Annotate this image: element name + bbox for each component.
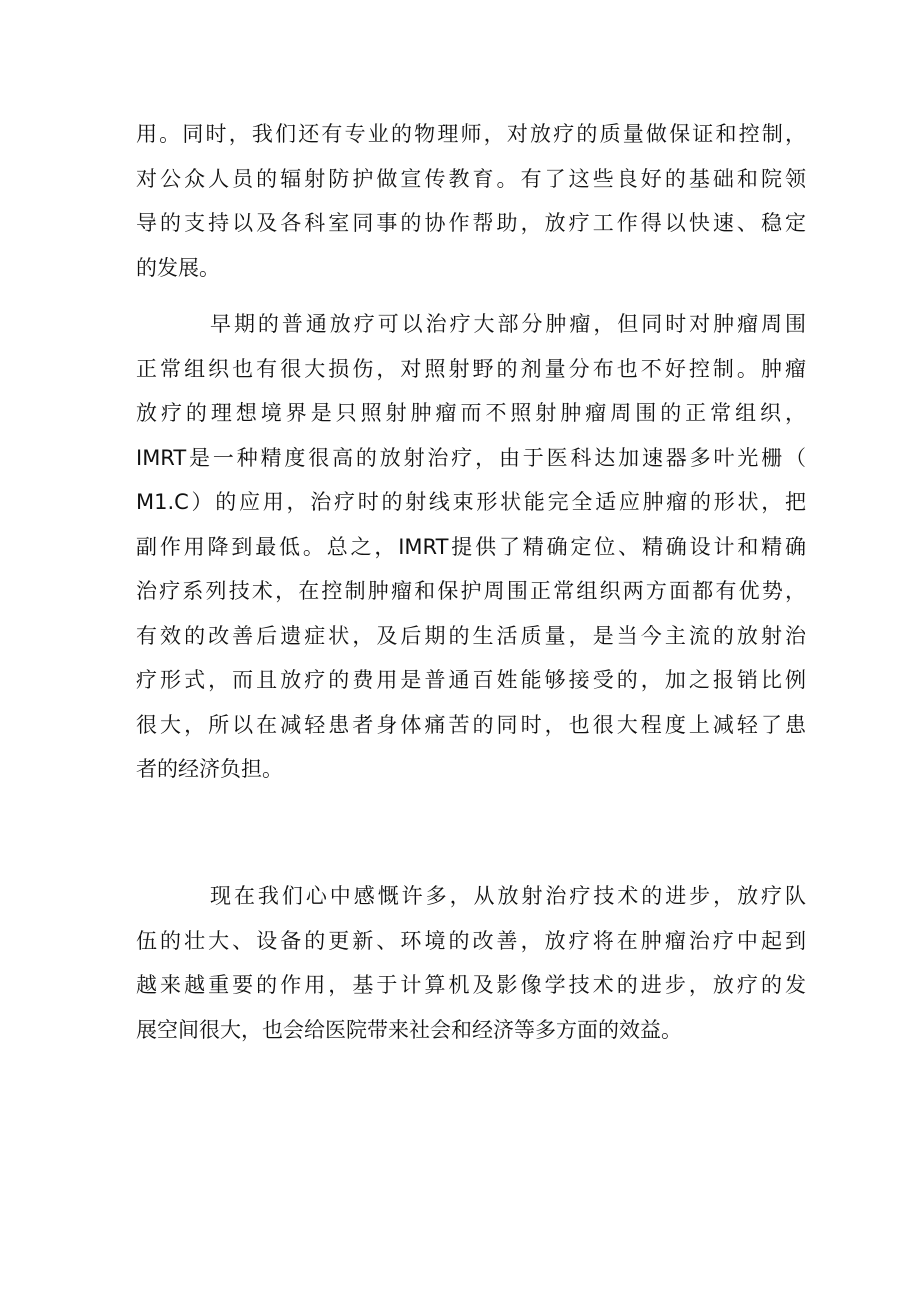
paragraph-1 [136,112,806,290]
paragraph-3 [136,874,806,1052]
paragraph-line: IMRT是一种精度很高的放射治疗，由于医科达加速器多叶光栅（ [136,445,806,470]
paragraph-line: 正常组织也有很大损伤，对照射野的剂量分布也不好控制。肿瘤 [136,356,806,381]
paragraph-line: 伍的壮大、设备的更新、环境的改善，放疗将在肿瘤治疗中起到 [136,928,806,953]
paragraph-line: 的发展。 [136,255,220,280]
paragraph-line: 有效的改善后遗症状，及后期的生活质量，是当今主流的放射治 [136,623,806,648]
paragraph-line: 越来越重要的作用，基于计算机及影像学技术的进步，放疗的发 [136,973,806,997]
paragraph-line: 对公众人员的辐射防护做宣传教育。有了这些良好的基础和院领 [136,166,806,191]
paragraph-line: 放疗的理想境界是只照射肿瘤而不照射肿瘤周围的正常组织， [136,401,806,425]
paragraph-line: 治疗系列技术，在控制肿瘤和保护周围正常组织两方面都有优势， [136,579,806,603]
paragraph-line: 疗形式，而且放疗的费用是普通百姓能够接受的，加之报销比例 [136,668,806,692]
paragraph-line: 用。同时，我们还有专业的物理师，对放疗的质量做保证和控制， [136,122,806,146]
paragraph-line: 导的支持以及各科室同事的协作帮助，放疗工作得以快速、稳定 [136,211,806,235]
paragraph-line: 早期的普通放疗可以治疗大部分肿瘤，但同时对肿瘤周围 [210,312,806,336]
paragraph-line: 副作用降到最低。总之，IMRT提供了精确定位、精确设计和精确 [136,534,806,559]
paragraph-line: 很大，所以在减轻患者身体痛苦的同时，也很大程度上减轻了患 [136,712,806,737]
paragraph-line: M1.C）的应用，治疗时的射线束形状能完全适应肿瘤的形状，把 [136,490,806,514]
paragraph-2 [136,302,806,792]
paragraph-line: 现在我们心中感慨许多，从放射治疗技术的进步，放疗队 [210,884,806,908]
paragraph-line: 展空间很大，也会给医院带来社会和经济等多方面的效益。 [136,1017,682,1042]
paragraph-line: 者的经济负担。 [136,757,283,781]
